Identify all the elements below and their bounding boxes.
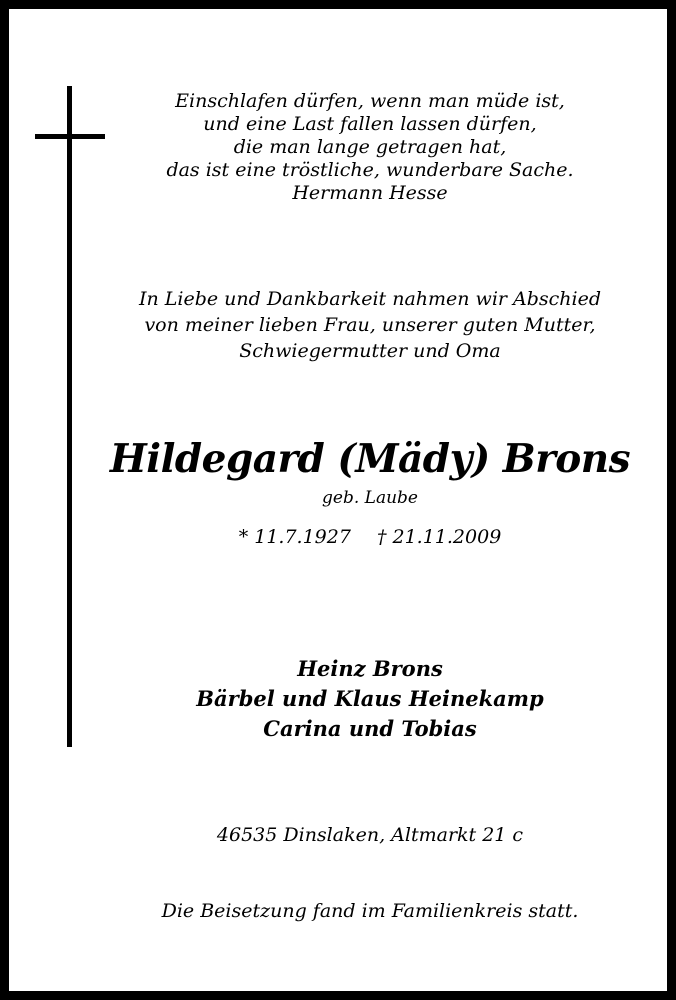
poem-author: Hermann Hesse — [292, 182, 448, 204]
farewell-line: In Liebe und Dankbarkeit nahmen wir Abschied — [138, 288, 602, 310]
birth-name: geb. Laube — [322, 488, 418, 508]
farewell-text — [70, 286, 670, 364]
farewell-line: von meiner lieben Frau, unserer guten Mutter, — [144, 314, 596, 336]
death-date: † 21.11.2009 — [376, 526, 502, 548]
address: 46535 Dinslaken, Altmarkt 21 c — [216, 824, 524, 846]
poem-quote — [70, 90, 670, 205]
poem-line: die man lange getragen hat, — [233, 136, 507, 158]
poem-line: Einschlafen dürfen, wenn man müde ist, — [175, 90, 565, 112]
mourners-list — [70, 654, 670, 744]
mourner-name: Heinz Brons — [297, 656, 443, 681]
mourner-name: Bärbel und Klaus Heinekamp — [196, 686, 544, 711]
mourner-name: Carina und Tobias — [263, 716, 477, 741]
deceased-name: Hildegard (Mädy) Brons — [109, 436, 631, 482]
poem-line: das ist eine tröstliche, wunderbare Sache. — [166, 159, 574, 181]
farewell-line: Schwiegermutter und Oma — [239, 340, 501, 362]
funeral-note: Die Beisetzung fand im Familienkreis statt. — [161, 900, 579, 922]
birth-date: * 11.7.1927 — [238, 526, 351, 548]
life-dates — [70, 522, 670, 552]
poem-line: und eine Last fallen lassen dürfen, — [203, 113, 537, 135]
